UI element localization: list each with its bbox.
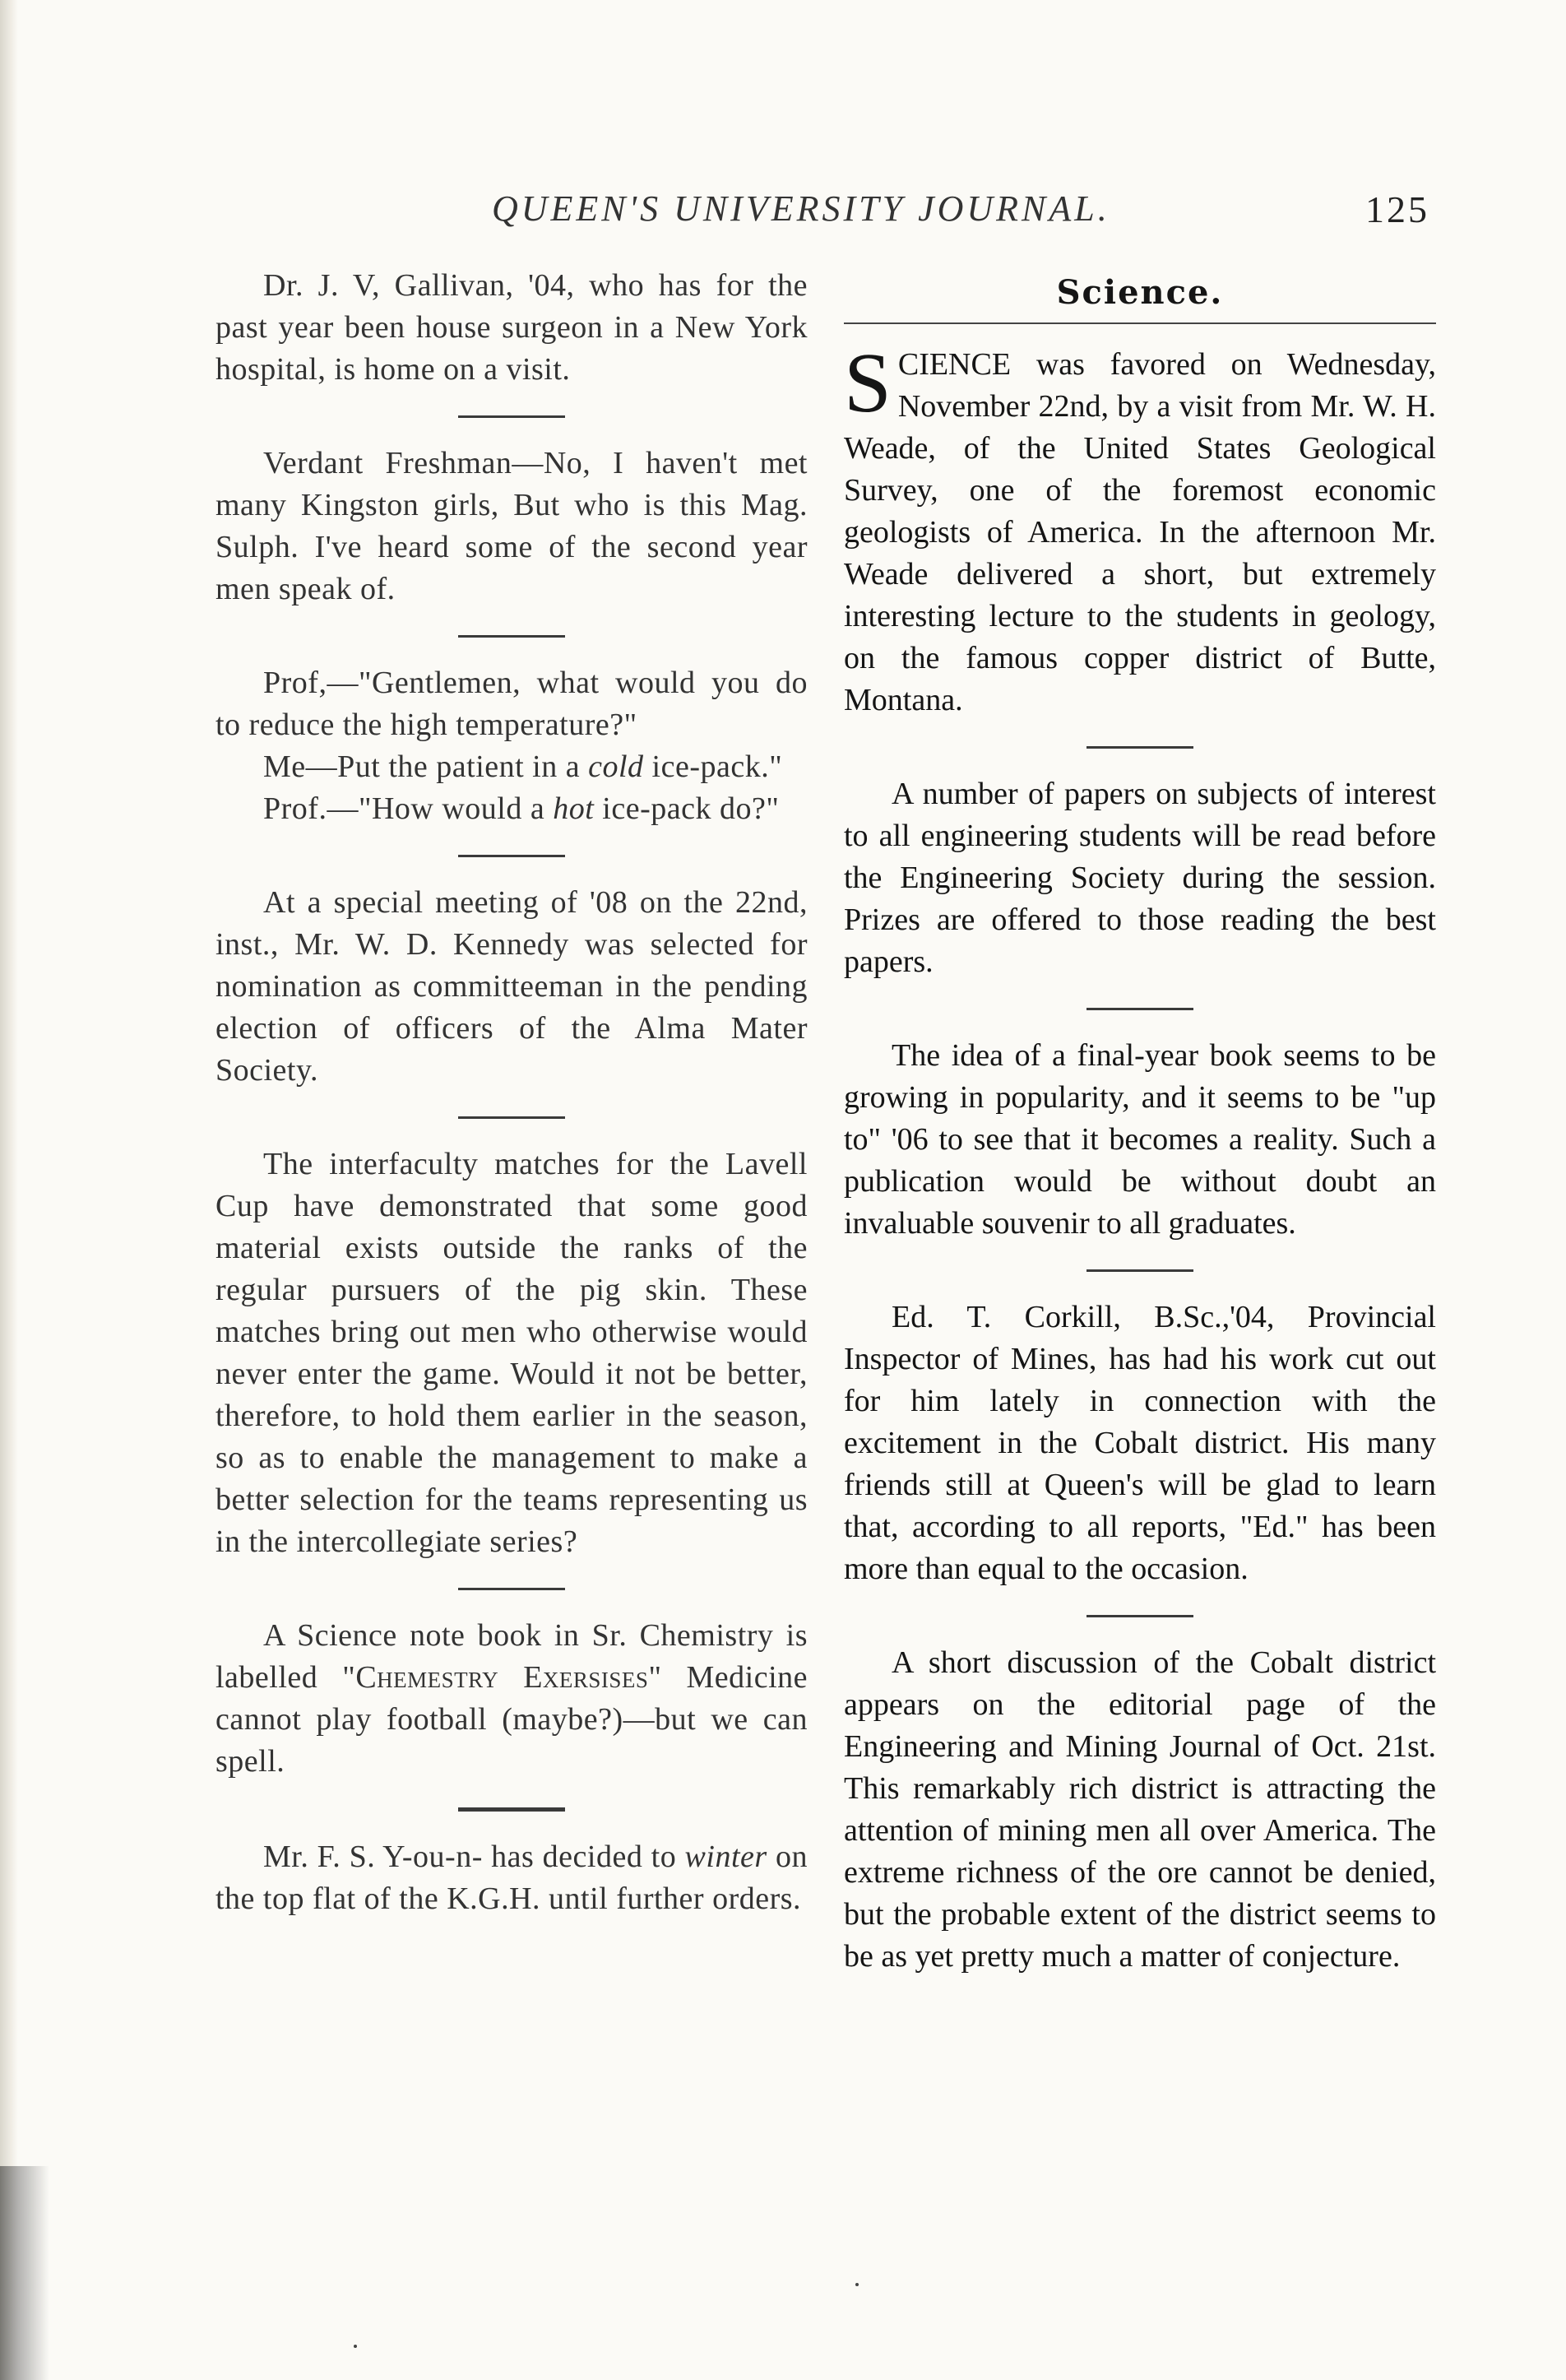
scan-binding-shadow bbox=[0, 2166, 49, 2380]
paragraph-engineering-papers: A number of papers on subjects of interest to all engineering students will be read before the Engineering Society during the session. Prizes are offered to those reading the best papers. bbox=[844, 777, 1436, 979]
separator-rule bbox=[1086, 1269, 1193, 1272]
scan-speck bbox=[354, 2345, 357, 2348]
section-title-rule bbox=[844, 322, 1436, 324]
separator-rule bbox=[458, 415, 565, 418]
separator-rule bbox=[1086, 746, 1193, 749]
separator-rule bbox=[458, 1588, 565, 1590]
paragraph-cobalt-district: A short discussion of the Cobalt district appears on the editorial page of the Engineering and Mining Journal of Oct. 21st. This remarkably rich district is attracting the attention of mining men all over America. The extreme richness of the ore cannot be denied, but the probable extent of the district seems to be as yet pretty much a matter of conjecture. bbox=[844, 1645, 1436, 1974]
paragraph-young: Mr. F. S. Y-ou-n- has decided to winter on the top flat of the K.G.H. until further orders. bbox=[215, 1840, 808, 1916]
separator-rule bbox=[458, 1807, 565, 1812]
right-column bbox=[844, 265, 1436, 1978]
paragraph-me-answer: Me—Put the patient in a cold ice-pack." bbox=[263, 749, 783, 784]
paragraph-corkill: Ed. T. Corkill, B.Sc.,'04, Provincial Inspector of Mines, has had his work cut out for him lately in connection with the excitement in the Cobalt district. His many friends still at Queen's will be glad to learn that, according to all reports, "Ed." has been more than equal to the occasion. bbox=[844, 1300, 1436, 1586]
page-number: 125 bbox=[1365, 188, 1429, 230]
paragraph-chemistry-notebook: A Science note book in Sr. Chemistry is labelled "Chemestry Exersises" Medicine cannot play football (maybe?)—but we can spell. bbox=[215, 1618, 808, 1779]
paragraph-weade-visit: SCIENCE was favored on Wednesday, November 22nd, by a visit from Mr. W. H. Weade, of the United States Geological Survey, one of the foremost economic geologists of America. In the afternoon Mr. Weade delivered a short, but extremely interesting lecture to the students in geology, on the famous copper district of Butte, Montana. bbox=[844, 336, 1436, 717]
left-column bbox=[215, 265, 808, 1920]
paragraph-prof-question: Prof,—"Gentlemen, what would you do to reduce the high temperature?" bbox=[215, 666, 808, 742]
separator-rule bbox=[1086, 1615, 1193, 1617]
paragraph-special-meeting: At a special meeting of '08 on the 22nd, inst., Mr. W. D. Kennedy was selected for nomination as committeeman in the pending election of officers of the Alma Mater Society. bbox=[215, 885, 808, 1088]
drop-cap: S bbox=[844, 336, 892, 430]
paragraph-freshman: Verdant Freshman—No, I haven't met many Kingston girls, But who is this Mag. Sulph. I've heard some of the second year men speak of. bbox=[215, 446, 808, 606]
separator-rule bbox=[458, 635, 565, 638]
scan-left-edge bbox=[0, 0, 18, 2380]
separator-rule bbox=[1086, 1008, 1193, 1010]
paragraph-prof-reply: Prof.—"How would a hot ice-pack do?" bbox=[263, 791, 780, 826]
paragraph-interfaculty: The interfaculty matches for the Lavell Cup have demonstrated that some good material exists outside the ranks of the regular pursuers of the pig skin. These matches bring out men who otherwise would never enter the game. Would it not be better, therefore, to hold them earlier in the season, so as to enable the management to make a better selection for the teams representing us in the intercollegiate series? bbox=[215, 1147, 808, 1559]
running-head: QUEEN'S UNIVERSITY JOURNAL. bbox=[492, 188, 1110, 229]
paragraph-final-year-book: The idea of a final-year book seems to be growing in popularity, and it seems to be "up to" '06 to see that it becomes a reality. Such a publication would be without doubt an invaluable souvenir to all graduates. bbox=[844, 1038, 1436, 1241]
separator-rule bbox=[458, 1116, 565, 1119]
paragraph-gallivan: Dr. J. V, Gallivan, '04, who has for the past year been house surgeon in a New York hospital, is home on a visit. bbox=[215, 268, 808, 387]
section-title-science: Science. bbox=[1056, 273, 1224, 312]
separator-rule bbox=[458, 855, 565, 857]
scan-speck bbox=[855, 2283, 859, 2286]
